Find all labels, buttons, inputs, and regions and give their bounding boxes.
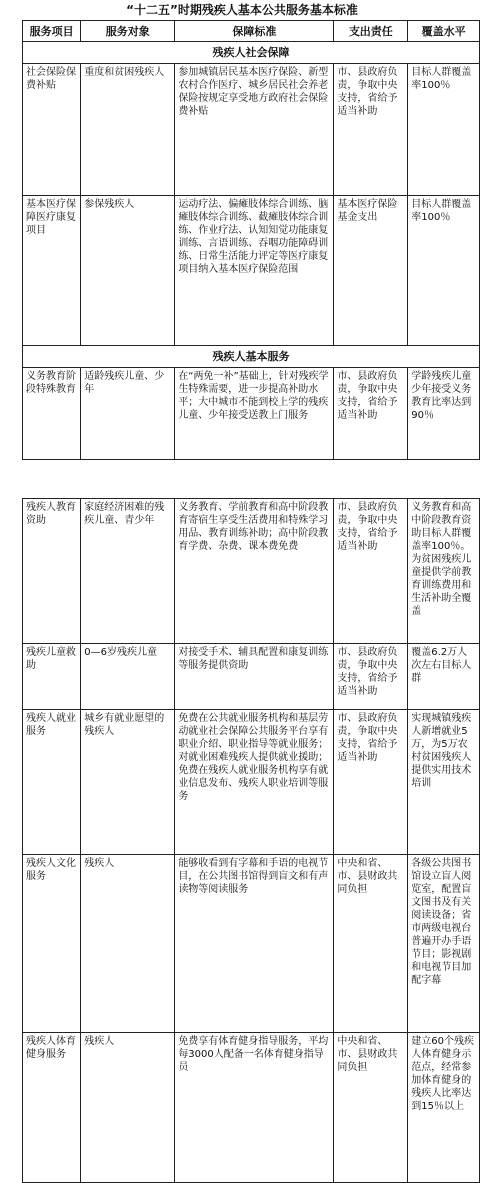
cell-standard: 免费享有体育健身指导服务，平均每3000人配备一名体育健身指导员 <box>175 1033 334 1183</box>
table-row <box>23 499 480 644</box>
cell-coverage: 义务教育和高中阶段教育资助目标人群覆盖率100％。为贫困残疾儿童提供学前教育训练费用和生活补助全覆盖 <box>408 499 480 644</box>
cell-responsibility: 市、县政府负责，争取中央支持，省给予适当补助 <box>334 64 408 196</box>
cell-target: 参保残疾人 <box>81 196 175 346</box>
cell-coverage: 实现城镇残疾人新增就业5万，为5万农村贫困残疾人提供实用技术培训 <box>408 710 480 855</box>
table-row <box>23 855 480 1033</box>
cell-item: 残疾人教育资助 <box>23 499 81 644</box>
cell-standard: 在“两免一补”基础上，针对残疾学生特殊需要，进一步提高补助水平；大中城市不能到校上学的残疾儿童、少年接受送教上门服务 <box>175 368 334 460</box>
cell-item: 残疾人文化服务 <box>23 855 81 1033</box>
cell-item: 残疾人就业服务 <box>23 710 81 855</box>
cell-responsibility: 市、县政府负责，争取中央支持，省给予适当补助 <box>334 499 408 644</box>
table-row <box>23 1033 480 1183</box>
section-row <box>23 346 480 368</box>
cell-standard: 对接受手术、辅具配置和康复训练等服务提供资助 <box>175 644 334 710</box>
cell-target: 0—6岁残疾儿童 <box>81 644 175 710</box>
table-row <box>23 644 480 710</box>
header-row <box>23 21 480 42</box>
cell-target: 城乡有就业愿望的残疾人 <box>81 710 175 855</box>
cell-coverage: 学龄残疾儿童少年接受义务教育比率达到90％ <box>408 368 480 460</box>
cell-item: 残疾儿童救助 <box>23 644 81 710</box>
section-title-social-security: 残疾人社会保障 <box>23 42 480 64</box>
cell-item: 义务教育阶段特殊教育 <box>23 368 81 460</box>
cell-item: 社会保险保费补贴 <box>23 64 81 196</box>
cell-responsibility: 基本医疗保险基金支出 <box>334 196 408 346</box>
header-standard: 保障标准 <box>175 21 334 42</box>
header-item: 服务项目 <box>23 21 81 42</box>
table-row <box>23 64 480 196</box>
cell-target: 残疾人 <box>81 1033 175 1183</box>
section-title-basic-services: 残疾人基本服务 <box>23 346 480 368</box>
section-row <box>23 42 480 64</box>
header-responsibility: 支出责任 <box>334 21 408 42</box>
cell-target: 家庭经济困难的残疾儿童、青少年 <box>81 499 175 644</box>
cell-coverage: 目标人群覆盖率100％ <box>408 64 480 196</box>
document-title: “十二五”时期残疾人基本公共服务基本标准 <box>126 3 358 17</box>
header-coverage: 覆盖水平 <box>408 21 480 42</box>
cell-coverage: 覆盖6.2万人次左右目标人群 <box>408 644 480 710</box>
cell-standard: 能够收看到有字幕和手语的电视节目，在公共图书馆得到盲文和有声读物等阅读服务 <box>175 855 334 1033</box>
cell-target: 重度和贫困残疾人 <box>81 64 175 196</box>
cell-target: 残疾人 <box>81 855 175 1033</box>
standards-table-part1 <box>22 20 480 460</box>
cell-coverage: 目标人群覆盖率100％ <box>408 196 480 346</box>
standards-table-part2 <box>22 498 480 1183</box>
header-target: 服务对象 <box>81 21 175 42</box>
cell-standard: 参加城镇居民基本医疗保险、新型农村合作医疗、城乡居民社会养老保险按规定享受地方政府社会保险费补贴 <box>175 64 334 196</box>
cell-standard: 义务教育、学前教育和高中阶段教育寄宿生享受生活费用和特殊学习用品、教育训练补助；高中阶段教育学费、杂费、课本费免费 <box>175 499 334 644</box>
cell-responsibility: 市、县政府负责，争取中央支持，省给予适当补助 <box>334 644 408 710</box>
cell-responsibility: 市、县政府负责，争取中央支持，省给予适当补助 <box>334 710 408 855</box>
cell-responsibility: 中央和省、市、县财政共同负担 <box>334 1033 408 1183</box>
cell-target: 适龄残疾儿童、少年 <box>81 368 175 460</box>
cell-standard: 运动疗法、偏瘫肢体综合训练、脑瘫肢体综合训练、截瘫肢体综合训练、作业疗法、认知知觉功能康复训练、言语训练、吞咽功能障碍训练、日常生活能力评定等医疗康复项目纳入基本医疗保险范围 <box>175 196 334 346</box>
cell-responsibility: 市、县政府负责，争取中央支持，省给予适当补助 <box>334 368 408 460</box>
cell-coverage: 建立60个残疾人体育健身示范点，经常参加体育健身的残疾人比率达到15％以上 <box>408 1033 480 1183</box>
cell-responsibility: 中央和省、市、县财政共同负担 <box>334 855 408 1033</box>
table-row <box>23 368 480 460</box>
table-row <box>23 196 480 346</box>
cell-standard: 免费在公共就业服务机构和基层劳动就业社会保障公共服务平台享有职业介绍、职业指导等就业服务；对就业困难残疾人提供就业援助；免费在残疾人就业服务机构享有就业信息发布、残疾人职业培训等服务 <box>175 710 334 855</box>
cell-item: 基本医疗保障医疗康复项目 <box>23 196 81 346</box>
cell-coverage: 各级公共图书馆设立盲人阅览室，配置盲文图书及有关阅读设备；省市两级电视台普遍开办手语节目；影视剧和电视节目加配字幕 <box>408 855 480 1033</box>
cell-item: 残疾人体育健身服务 <box>23 1033 81 1183</box>
table-row <box>23 710 480 855</box>
